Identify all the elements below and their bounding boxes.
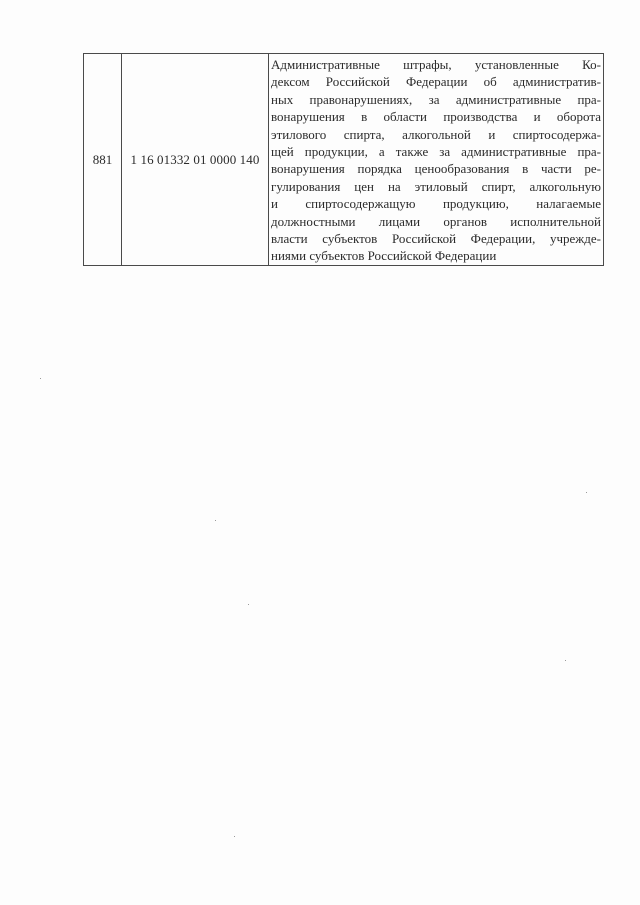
description-line: Административные штрафы, установленные Ко- [271, 57, 601, 72]
description-cell [269, 54, 604, 266]
description-line: ных правонарушениях, за административные пра- [271, 91, 601, 107]
description-line: вонарушения в области производства и оборота [271, 109, 601, 125]
description-line: гулирования цен на этиловый спирт, алкогольную [271, 178, 601, 194]
description-line: вонарушения порядка ценообразования в части ре- [271, 161, 601, 177]
description-line: власти субъектов Российской Федерации, учрежде- [271, 231, 601, 247]
budget-classification-code-cell: 1 16 01332 01 0000 140 [122, 54, 269, 266]
description-line: дексом Российской Федерации об административ- [271, 74, 601, 90]
scan-speck [40, 378, 41, 379]
description-line: щей продукции, а также за административные пра- [271, 144, 601, 160]
scan-speck [565, 660, 566, 661]
admin-code-cell: 881 [84, 54, 122, 266]
description-line: этилового спирта, алкогольной и спиртосодержа- [271, 126, 601, 142]
scan-speck [248, 604, 249, 605]
scan-speck [234, 836, 235, 837]
description-line: должностными лицами органов исполнительной [271, 213, 601, 229]
scan-speck [215, 520, 216, 521]
description-line: ниями субъектов Российской Федерации [271, 248, 497, 264]
table-row [84, 54, 604, 266]
scan-speck [586, 492, 587, 493]
budget-code-table [83, 53, 604, 266]
description-line: и спиртосодержащую продукцию, налагаемые [271, 196, 601, 212]
